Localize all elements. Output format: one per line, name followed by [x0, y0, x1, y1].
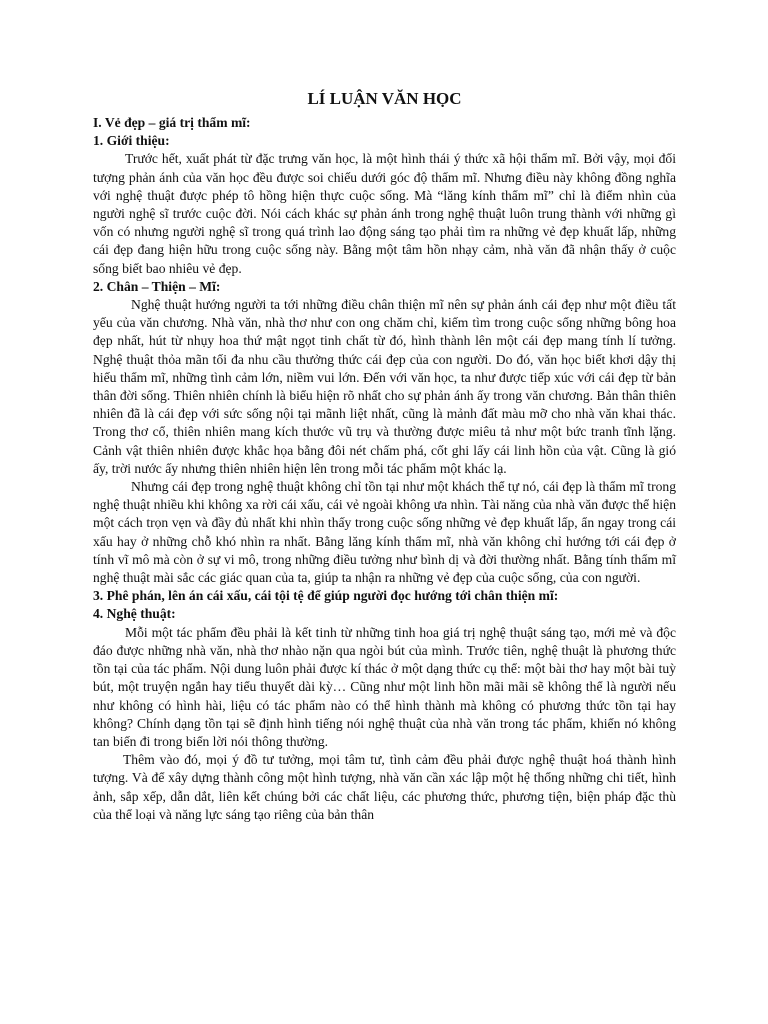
subheading-phe-phan: 3. Phê phán, lên án cái xấu, cái tội tệ để giúp người đọc hướng tới chân thiện mĩ:	[93, 588, 559, 604]
paragraph-introduction: Trước hết, xuất phát từ đặc trưng văn học, là một hình thái ý thức xã hội thẩm mĩ. Bởi vậy, mọi đối tượng phản ánh của văn học đều được soi chiếu dưới góc độ thẩm mĩ. Nhưng điều này không đồng nghĩa với nghệ thuật được phép tô hồng hiện thực cuộc sống. Mà “lăng kính thẩm mĩ” chỉ là điểm nhìn của người nghệ sĩ trước cuộc đời. Nói cách khác sự phản ánh trong nghệ thuật luôn trung thành với những gì vốn có nhưng người nghệ sĩ trong quá trình lao động sáng tạo phải tìm ra những vẻ đẹp khuất lấp, những cái đẹp đang hiện hữu trong cuộc sống này. Bằng một tâm hồn nhạy cảm, nhà văn đã nhận thấy ở cuộc sống biết bao nhiêu vẻ đẹp.	[93, 151, 676, 276]
paragraph-nghe-thuat-2: Thêm vào đó, mọi ý đồ tư tưởng, mọi tâm tư, tình cảm đều phải được nghệ thuật hoá thành hình tượng. Và để xây dựng thành công một hình tượng, nhà văn cần xác lập một hệ thống những chi tiết, hình ảnh, sắp xếp, dẫn dắt, liên kết chúng bởi các chất liệu, các phương thức, phương tiện, biện pháp đặc thù của thể loại và năng lực sáng tạo riêng của bản thân	[93, 752, 676, 822]
subheading-introduction: 1. Giới thiệu:	[93, 133, 170, 149]
subheading-nghe-thuat: 4. Nghệ thuật:	[93, 606, 176, 622]
paragraph-nghe-thuat-1: Mỗi một tác phẩm đều phải là kết tinh từ những tinh hoa giá trị nghệ thuật sáng tạo, mới mẻ và độc đáo được những nhà văn, nhà thơ nhào nặn qua ngòi bút của mình. Trước tiên, nghệ thuật là phương thức tồn tại của tác phẩm. Nội dung luôn phải được kí thác ở một dạng thức cụ thể: một bài thơ hay một bài tuỳ bút, một truyện ngắn hay tiểu thuyết dài kỳ… Cũng như một linh hồn mãi mãi sẽ không thể là người nếu như không có hình hài, liệu có tác phẩm nào có thể hình thành mà không có phương thức tồn tại hay không? Chính dạng tồn tại sẽ định hình tiếng nói nghệ thuật của nhà văn trong tác phẩm, khiến nó không tan biến đi trong biển lời nói thông thường.	[93, 624, 676, 749]
page-title: LÍ LUẬN VĂN HỌC	[307, 89, 462, 108]
paragraph-chan-thien-mi-2: Nhưng cái đẹp trong nghệ thuật không chỉ tồn tại như một khách thể tự nó, cái đẹp là thẩm mĩ trong nghệ thuật nhiều khi không xa rời cái xấu, cái vẻ ngoài không ưa nhìn. Tài năng của nhà văn được thể hiện một cách trọn vẹn và đầy đủ nhất khi nhìn thấy trong cuộc sống những vẻ đẹp khuất lấp, ẩn ngay trong cái xấu hay ở những chỗ khó nhìn ra nhất. Bằng lăng kính thẩm mĩ, nhà văn không chỉ hướng tới cái đẹp ở tính vĩ mô mà còn ở sự vi mô, trong những điều tưởng như bình dị và đời thường nhất. Bằng tính thẩm mĩ nghệ thuật mài sắc các giác quan của ta, giúp ta nhận ra những vẻ đẹp của cuộc sống, của con người.	[93, 479, 676, 586]
section-heading-1: I. Vẻ đẹp – giá trị thẩm mĩ:	[93, 115, 251, 130]
paragraph-chan-thien-mi-1: Nghệ thuật hướng người ta tới những điều chân thiện mĩ nên sự phản ánh cái đẹp như một điều tất yếu của văn chương. Nhà văn, nhà thơ như con ong chăm chỉ, kiếm tìm trong cuộc sống những bông hoa đẹp nhất, hút từ nhụy hoa thứ mật ngọt tinh chất từ đó, hình thành lên một cái đẹp mang tính lí tưởng. Nghệ thuật thỏa mãn tối đa nhu cầu thưởng thức cái đẹp của con người. Do đó, văn học biết khơi dậy thị hiếu thẩm mĩ, những tình cảm lớn, niềm vui lớn. Đến với văn học, ta như được tiếp xúc với cái đẹp từ bản thân đời sống. Thiên nhiên chính là biểu hiện rõ nhất cho sự phản ánh ấy trong văn chương. Bản thân thiên nhiên đã là cái đẹp với sức sống nội tại mãnh liệt nhất, cũng là mảnh đất màu mỡ cho nhà văn khai thác. Trong thơ cổ, thiên nhiên mang kích thước vũ trụ và thường được miêu tả như một bức tranh tĩnh lặng. Cảnh vật thiên nhiên được khắc họa bằng đôi nét chấm phá, cốt ghi lấy cái linh hồn của vật. Cũng là gió ấy, trời nước ấy nhưng thiên nhiên hiện lên trong mỗi tác phẩm một khác lạ.	[93, 297, 676, 476]
subheading-chan-thien-mi: 2. Chân – Thiện – Mĩ:	[93, 278, 221, 294]
